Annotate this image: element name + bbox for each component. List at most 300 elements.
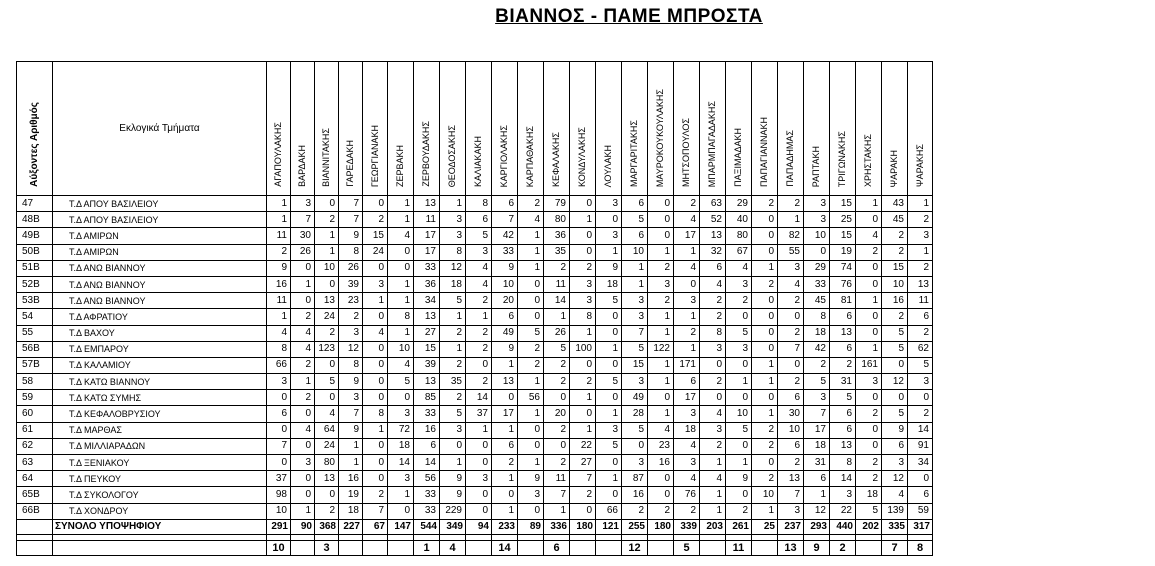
- vote-cell: 7: [622, 325, 648, 341]
- candidate-header: [596, 62, 622, 196]
- vote-cell: 0: [700, 390, 726, 406]
- vote-cell: 3: [674, 406, 700, 422]
- vote-cell: 5: [466, 228, 492, 244]
- vote-cell: 0: [267, 390, 291, 406]
- vote-cell: 2: [908, 212, 933, 228]
- vote-cell: 10: [267, 503, 291, 519]
- vote-cell: 18: [856, 487, 882, 503]
- vote-cell: 2: [291, 309, 315, 325]
- vote-cell: 15: [830, 196, 856, 212]
- vote-cell: 0: [570, 228, 596, 244]
- vote-cell: 0: [363, 196, 388, 212]
- vote-cell: 1: [752, 503, 778, 519]
- section-name: Τ.Δ ΞΕΝΙΑΚΟΥ: [53, 455, 267, 471]
- vote-cell: 0: [388, 390, 414, 406]
- vote-cell: 16: [882, 293, 908, 309]
- vote-cell: 8: [339, 244, 363, 260]
- candidate-name: ΖΕΡΒΑΚΗ: [395, 144, 405, 187]
- table-row: [17, 357, 933, 373]
- vote-cell: 4: [388, 357, 414, 373]
- rank-cell: 2: [830, 540, 856, 555]
- vote-cell: 0: [856, 260, 882, 276]
- vote-cell: 4: [700, 471, 726, 487]
- vote-cell: 0: [752, 455, 778, 471]
- vote-cell: 16: [267, 276, 291, 292]
- vote-cell: 6: [830, 341, 856, 357]
- vote-cell: 12: [339, 341, 363, 357]
- vote-cell: 5: [440, 293, 466, 309]
- total-cell: 227: [339, 519, 363, 534]
- total-cell: 147: [388, 519, 414, 534]
- vote-cell: 1: [388, 212, 414, 228]
- total-cell: 349: [440, 519, 466, 534]
- vote-cell: 1: [570, 212, 596, 228]
- vote-cell: 0: [856, 276, 882, 292]
- vote-cell: 2: [726, 293, 752, 309]
- table-row: [17, 374, 933, 390]
- vote-cell: 1: [440, 341, 466, 357]
- vote-cell: 0: [648, 471, 674, 487]
- vote-cell: 0: [752, 212, 778, 228]
- vote-cell: 1: [648, 374, 674, 390]
- vote-cell: 34: [908, 455, 933, 471]
- vote-cell: 4: [291, 325, 315, 341]
- vote-cell: 63: [700, 196, 726, 212]
- vote-cell: 10: [752, 487, 778, 503]
- vote-cell: 3: [622, 293, 648, 309]
- vote-cell: 85: [414, 390, 440, 406]
- candidate-header: [830, 62, 856, 196]
- vote-cell: 1: [856, 341, 882, 357]
- vote-cell: 1: [291, 374, 315, 390]
- vote-cell: 7: [544, 487, 570, 503]
- candidate-name: ΚΑΛΙΑΚΑΚΗ: [473, 135, 483, 187]
- vote-cell: 1: [908, 196, 933, 212]
- rank-cell: [466, 540, 492, 555]
- page-title: ΒΙΑΝΝΟΣ - ΠΑΜΕ ΜΠΡΟΣΤΑ: [495, 6, 763, 27]
- vote-cell: 1: [291, 276, 315, 292]
- vote-cell: 3: [674, 455, 700, 471]
- vote-cell: 2: [700, 438, 726, 454]
- candidate-header: [882, 62, 908, 196]
- vote-cell: 0: [440, 438, 466, 454]
- ranks-blank: [53, 540, 267, 555]
- candidate-name: ΨΑΡΑΚΗΣ: [914, 144, 925, 187]
- vote-cell: 1: [752, 357, 778, 373]
- vote-cell: 3: [466, 471, 492, 487]
- vote-cell: 0: [778, 309, 804, 325]
- vote-cell: 3: [388, 406, 414, 422]
- vote-cell: 1: [315, 228, 339, 244]
- vote-cell: 2: [544, 455, 570, 471]
- section-name: Τ.Δ ΜΙΛΛΙΑΡΑΔΩΝ: [53, 438, 267, 454]
- vote-cell: 8: [570, 309, 596, 325]
- vote-cell: 8: [339, 357, 363, 373]
- vote-cell: 11: [267, 293, 291, 309]
- vote-cell: 2: [674, 325, 700, 341]
- vote-cell: 2: [440, 325, 466, 341]
- vote-cell: 2: [648, 260, 674, 276]
- vote-cell: 1: [726, 455, 752, 471]
- vote-cell: 10: [882, 276, 908, 292]
- candidate-name: ΒΙΑΝΝΙΤΑΚΗΣ: [321, 128, 331, 187]
- vote-cell: 11: [267, 228, 291, 244]
- vote-cell: 1: [492, 503, 518, 519]
- vote-cell: 12: [804, 503, 830, 519]
- vote-cell: 2: [908, 325, 933, 341]
- vote-cell: 23: [339, 293, 363, 309]
- vote-cell: 2: [570, 487, 596, 503]
- vote-cell: 17: [492, 406, 518, 422]
- vote-cell: 0: [726, 390, 752, 406]
- vote-cell: 0: [596, 357, 622, 373]
- vote-cell: 2: [778, 325, 804, 341]
- vote-cell: 0: [315, 196, 339, 212]
- vote-cell: 0: [363, 438, 388, 454]
- vote-cell: 0: [596, 455, 622, 471]
- vote-cell: 5: [315, 374, 339, 390]
- vote-cell: 3: [440, 422, 466, 438]
- vote-cell: 2: [492, 455, 518, 471]
- vote-cell: 34: [414, 293, 440, 309]
- vote-cell: 5: [622, 341, 648, 357]
- vote-cell: 4: [648, 422, 674, 438]
- vote-cell: 35: [544, 244, 570, 260]
- vote-cell: 2: [908, 260, 933, 276]
- header-row-label: [17, 62, 53, 196]
- vote-cell: 24: [363, 244, 388, 260]
- vote-cell: 2: [570, 374, 596, 390]
- total-cell: 180: [648, 519, 674, 534]
- candidate-header: [544, 62, 570, 196]
- vote-cell: 0: [291, 293, 315, 309]
- candidate-header: [440, 62, 466, 196]
- vote-cell: 3: [518, 487, 544, 503]
- vote-cell: 42: [492, 228, 518, 244]
- table-row: [17, 325, 933, 341]
- vote-cell: 0: [726, 357, 752, 373]
- vote-cell: 22: [570, 438, 596, 454]
- vote-cell: 3: [466, 244, 492, 260]
- vote-cell: 0: [856, 438, 882, 454]
- table-row: [17, 341, 933, 357]
- vote-cell: 2: [778, 455, 804, 471]
- vote-cell: 4: [674, 260, 700, 276]
- vote-cell: 0: [291, 438, 315, 454]
- vote-cell: 2: [315, 212, 339, 228]
- candidate-header: [267, 62, 291, 196]
- vote-cell: 1: [267, 212, 291, 228]
- vote-cell: 0: [674, 276, 700, 292]
- vote-cell: 13: [830, 438, 856, 454]
- section-name: Τ.Δ ΑΝΩ ΒΙΑΝΝΟΥ: [53, 260, 267, 276]
- vote-cell: 20: [492, 293, 518, 309]
- vote-cell: 1: [570, 422, 596, 438]
- vote-cell: 0: [908, 471, 933, 487]
- vote-cell: 0: [363, 374, 388, 390]
- total-cell: 121: [596, 519, 622, 534]
- vote-cell: 0: [363, 471, 388, 487]
- total-cell: 293: [804, 519, 830, 534]
- vote-cell: 11: [414, 212, 440, 228]
- candidate-name: ΖΕΡΒΟΥΔΑΚΗΣ: [421, 121, 431, 187]
- vote-cell: 8: [363, 406, 388, 422]
- vote-cell: 4: [388, 228, 414, 244]
- vote-cell: 18: [596, 276, 622, 292]
- vote-cell: 1: [315, 244, 339, 260]
- rank-cell: [339, 540, 363, 555]
- vote-cell: 8: [440, 244, 466, 260]
- vote-cell: 0: [388, 244, 414, 260]
- candidate-name: ΨΑΡΑΚΗ: [889, 149, 899, 187]
- vote-cell: 1: [267, 196, 291, 212]
- vote-cell: 2: [440, 357, 466, 373]
- table-row: [17, 309, 933, 325]
- row-number: 55: [17, 325, 53, 341]
- vote-cell: 5: [726, 325, 752, 341]
- vote-cell: 15: [882, 260, 908, 276]
- results-table: [16, 61, 933, 556]
- vote-cell: 0: [363, 309, 388, 325]
- vote-cell: 1: [648, 406, 674, 422]
- row-number: 63: [17, 455, 53, 471]
- vote-cell: 0: [466, 503, 492, 519]
- vote-cell: 9: [882, 422, 908, 438]
- vote-cell: 4: [700, 406, 726, 422]
- candidate-header: [778, 62, 804, 196]
- vote-cell: 1: [648, 325, 674, 341]
- vote-cell: 0: [570, 503, 596, 519]
- vote-cell: 1: [544, 503, 570, 519]
- vote-cell: 7: [291, 212, 315, 228]
- vote-cell: 42: [804, 341, 830, 357]
- vote-cell: 6: [882, 438, 908, 454]
- vote-cell: 20: [544, 406, 570, 422]
- total-cell: 25: [752, 519, 778, 534]
- vote-cell: 9: [492, 341, 518, 357]
- vote-cell: 5: [388, 374, 414, 390]
- candidate-name: ΜΑΡΓΑΡΙΤΑΚΗΣ: [629, 119, 639, 187]
- vote-cell: 6: [830, 309, 856, 325]
- vote-cell: 2: [648, 503, 674, 519]
- section-name: Τ.Δ ΣΥΚΟΛΟΓΟΥ: [53, 487, 267, 503]
- rank-cell: 10: [267, 540, 291, 555]
- vote-cell: 3: [882, 455, 908, 471]
- vote-cell: 1: [388, 293, 414, 309]
- rank-cell: [700, 540, 726, 555]
- vote-cell: 13: [414, 196, 440, 212]
- vote-cell: 30: [291, 228, 315, 244]
- vote-cell: 3: [339, 325, 363, 341]
- vote-cell: 3: [339, 390, 363, 406]
- total-cell: 544: [414, 519, 440, 534]
- vote-cell: 9: [339, 422, 363, 438]
- vote-cell: 8: [700, 325, 726, 341]
- vote-cell: 0: [466, 487, 492, 503]
- vote-cell: 0: [804, 244, 830, 260]
- vote-cell: 0: [291, 406, 315, 422]
- vote-cell: 0: [518, 422, 544, 438]
- table-row: [17, 390, 933, 406]
- candidate-header: [414, 62, 440, 196]
- vote-cell: 33: [804, 276, 830, 292]
- vote-cell: 1: [596, 406, 622, 422]
- vote-cell: 8: [267, 341, 291, 357]
- vote-cell: 1: [648, 309, 674, 325]
- rank-cell: 7: [882, 540, 908, 555]
- vote-cell: 1: [388, 487, 414, 503]
- vote-cell: 29: [804, 260, 830, 276]
- vote-cell: 1: [440, 455, 466, 471]
- vote-cell: 7: [804, 406, 830, 422]
- vote-cell: 11: [908, 293, 933, 309]
- vote-cell: 8: [804, 309, 830, 325]
- vote-cell: 1: [518, 374, 544, 390]
- vote-cell: 2: [752, 471, 778, 487]
- vote-cell: 1: [596, 471, 622, 487]
- vote-cell: 1: [388, 325, 414, 341]
- vote-cell: 2: [339, 309, 363, 325]
- ranks-row: [17, 540, 933, 555]
- table-row: [17, 487, 933, 503]
- vote-cell: 16: [648, 455, 674, 471]
- candidate-header: [363, 62, 388, 196]
- row-number: 51Β: [17, 260, 53, 276]
- vote-cell: 80: [544, 212, 570, 228]
- vote-cell: 1: [700, 503, 726, 519]
- vote-cell: 6: [830, 406, 856, 422]
- vote-cell: 1: [388, 276, 414, 292]
- vote-cell: 12: [882, 471, 908, 487]
- vote-cell: 5: [544, 341, 570, 357]
- candidate-name: ΚΟΝΔΥΛΑΚΗΣ: [577, 127, 587, 187]
- vote-cell: 3: [622, 455, 648, 471]
- vote-cell: 3: [778, 503, 804, 519]
- vote-cell: 5: [726, 422, 752, 438]
- rank-cell: 9: [804, 540, 830, 555]
- candidate-header: [908, 62, 933, 196]
- vote-cell: 13: [315, 471, 339, 487]
- candidate-header: [315, 62, 339, 196]
- vote-cell: 2: [466, 374, 492, 390]
- vote-cell: 13: [830, 325, 856, 341]
- vote-cell: 1: [440, 196, 466, 212]
- vote-cell: 2: [267, 244, 291, 260]
- vote-cell: 2: [466, 341, 492, 357]
- vote-cell: 0: [267, 422, 291, 438]
- candidate-header: [752, 62, 778, 196]
- vote-cell: 0: [648, 212, 674, 228]
- vote-cell: 9: [339, 374, 363, 390]
- candidate-header: [339, 62, 363, 196]
- header-row: [17, 62, 933, 196]
- rank-cell: 12: [622, 540, 648, 555]
- vote-cell: 9: [518, 471, 544, 487]
- vote-cell: 18: [440, 276, 466, 292]
- vote-cell: 3: [363, 276, 388, 292]
- vote-cell: 3: [440, 212, 466, 228]
- candidate-header: [726, 62, 752, 196]
- section-name: Τ.Δ ΑΠΟΥ ΒΑΣΙΛΕΙΟΥ: [53, 196, 267, 212]
- candidate-header: [492, 62, 518, 196]
- vote-cell: 15: [414, 341, 440, 357]
- vote-cell: 1: [492, 471, 518, 487]
- table-row: [17, 276, 933, 292]
- total-cell: 261: [726, 519, 752, 534]
- vote-cell: 1: [267, 309, 291, 325]
- vote-cell: 6: [908, 309, 933, 325]
- vote-cell: 3: [830, 487, 856, 503]
- section-name: Τ.Δ ΑΜΙΡΩΝ: [53, 244, 267, 260]
- vote-cell: 0: [908, 390, 933, 406]
- vote-cell: 13: [700, 228, 726, 244]
- vote-cell: 26: [339, 260, 363, 276]
- table-row: [17, 244, 933, 260]
- vote-cell: 0: [596, 487, 622, 503]
- vote-cell: 0: [492, 487, 518, 503]
- vote-cell: 36: [544, 228, 570, 244]
- vote-cell: 2: [778, 196, 804, 212]
- candidate-header: [674, 62, 700, 196]
- vote-cell: 5: [622, 212, 648, 228]
- row-number: 60: [17, 406, 53, 422]
- vote-cell: 2: [804, 357, 830, 373]
- total-cell: 90: [291, 519, 315, 534]
- section-name: Τ.Δ ΑΝΩ ΒΙΑΝΝΟΥ: [53, 293, 267, 309]
- vote-cell: 9: [267, 260, 291, 276]
- vote-cell: 10: [622, 244, 648, 260]
- candidate-header: [622, 62, 648, 196]
- vote-cell: 9: [440, 487, 466, 503]
- candidate-name: ΚΕΦΑΛΑΚΗΣ: [551, 131, 561, 187]
- vote-cell: 1: [363, 293, 388, 309]
- vote-cell: 4: [882, 487, 908, 503]
- vote-cell: 1: [440, 309, 466, 325]
- vote-cell: 0: [466, 357, 492, 373]
- vote-cell: 1: [596, 244, 622, 260]
- vote-cell: 2: [648, 293, 674, 309]
- vote-cell: 80: [315, 455, 339, 471]
- vote-cell: 14: [830, 471, 856, 487]
- vote-cell: 12: [440, 260, 466, 276]
- vote-cell: 18: [674, 422, 700, 438]
- rank-cell: [596, 540, 622, 555]
- row-number: 52Β: [17, 276, 53, 292]
- candidate-name: ΚΑΡΓΙΟΛΑΚΗΣ: [499, 124, 509, 187]
- vote-cell: 2: [752, 196, 778, 212]
- vote-cell: 9: [339, 228, 363, 244]
- rank-cell: [752, 540, 778, 555]
- rank-cell: 6: [544, 540, 570, 555]
- row-number: 61: [17, 422, 53, 438]
- vote-cell: 0: [752, 244, 778, 260]
- vote-cell: 7: [267, 438, 291, 454]
- vote-cell: 13: [492, 374, 518, 390]
- vote-cell: 10: [388, 341, 414, 357]
- vote-cell: 1: [700, 487, 726, 503]
- vote-cell: 13: [908, 276, 933, 292]
- vote-cell: 6: [492, 438, 518, 454]
- vote-cell: 16: [339, 471, 363, 487]
- vote-cell: 0: [466, 455, 492, 471]
- candidate-header: [856, 62, 882, 196]
- vote-cell: 0: [518, 293, 544, 309]
- vote-cell: 2: [315, 503, 339, 519]
- vote-cell: 6: [622, 196, 648, 212]
- vote-cell: 0: [726, 487, 752, 503]
- rank-cell: [291, 540, 315, 555]
- rank-cell: 8: [908, 540, 933, 555]
